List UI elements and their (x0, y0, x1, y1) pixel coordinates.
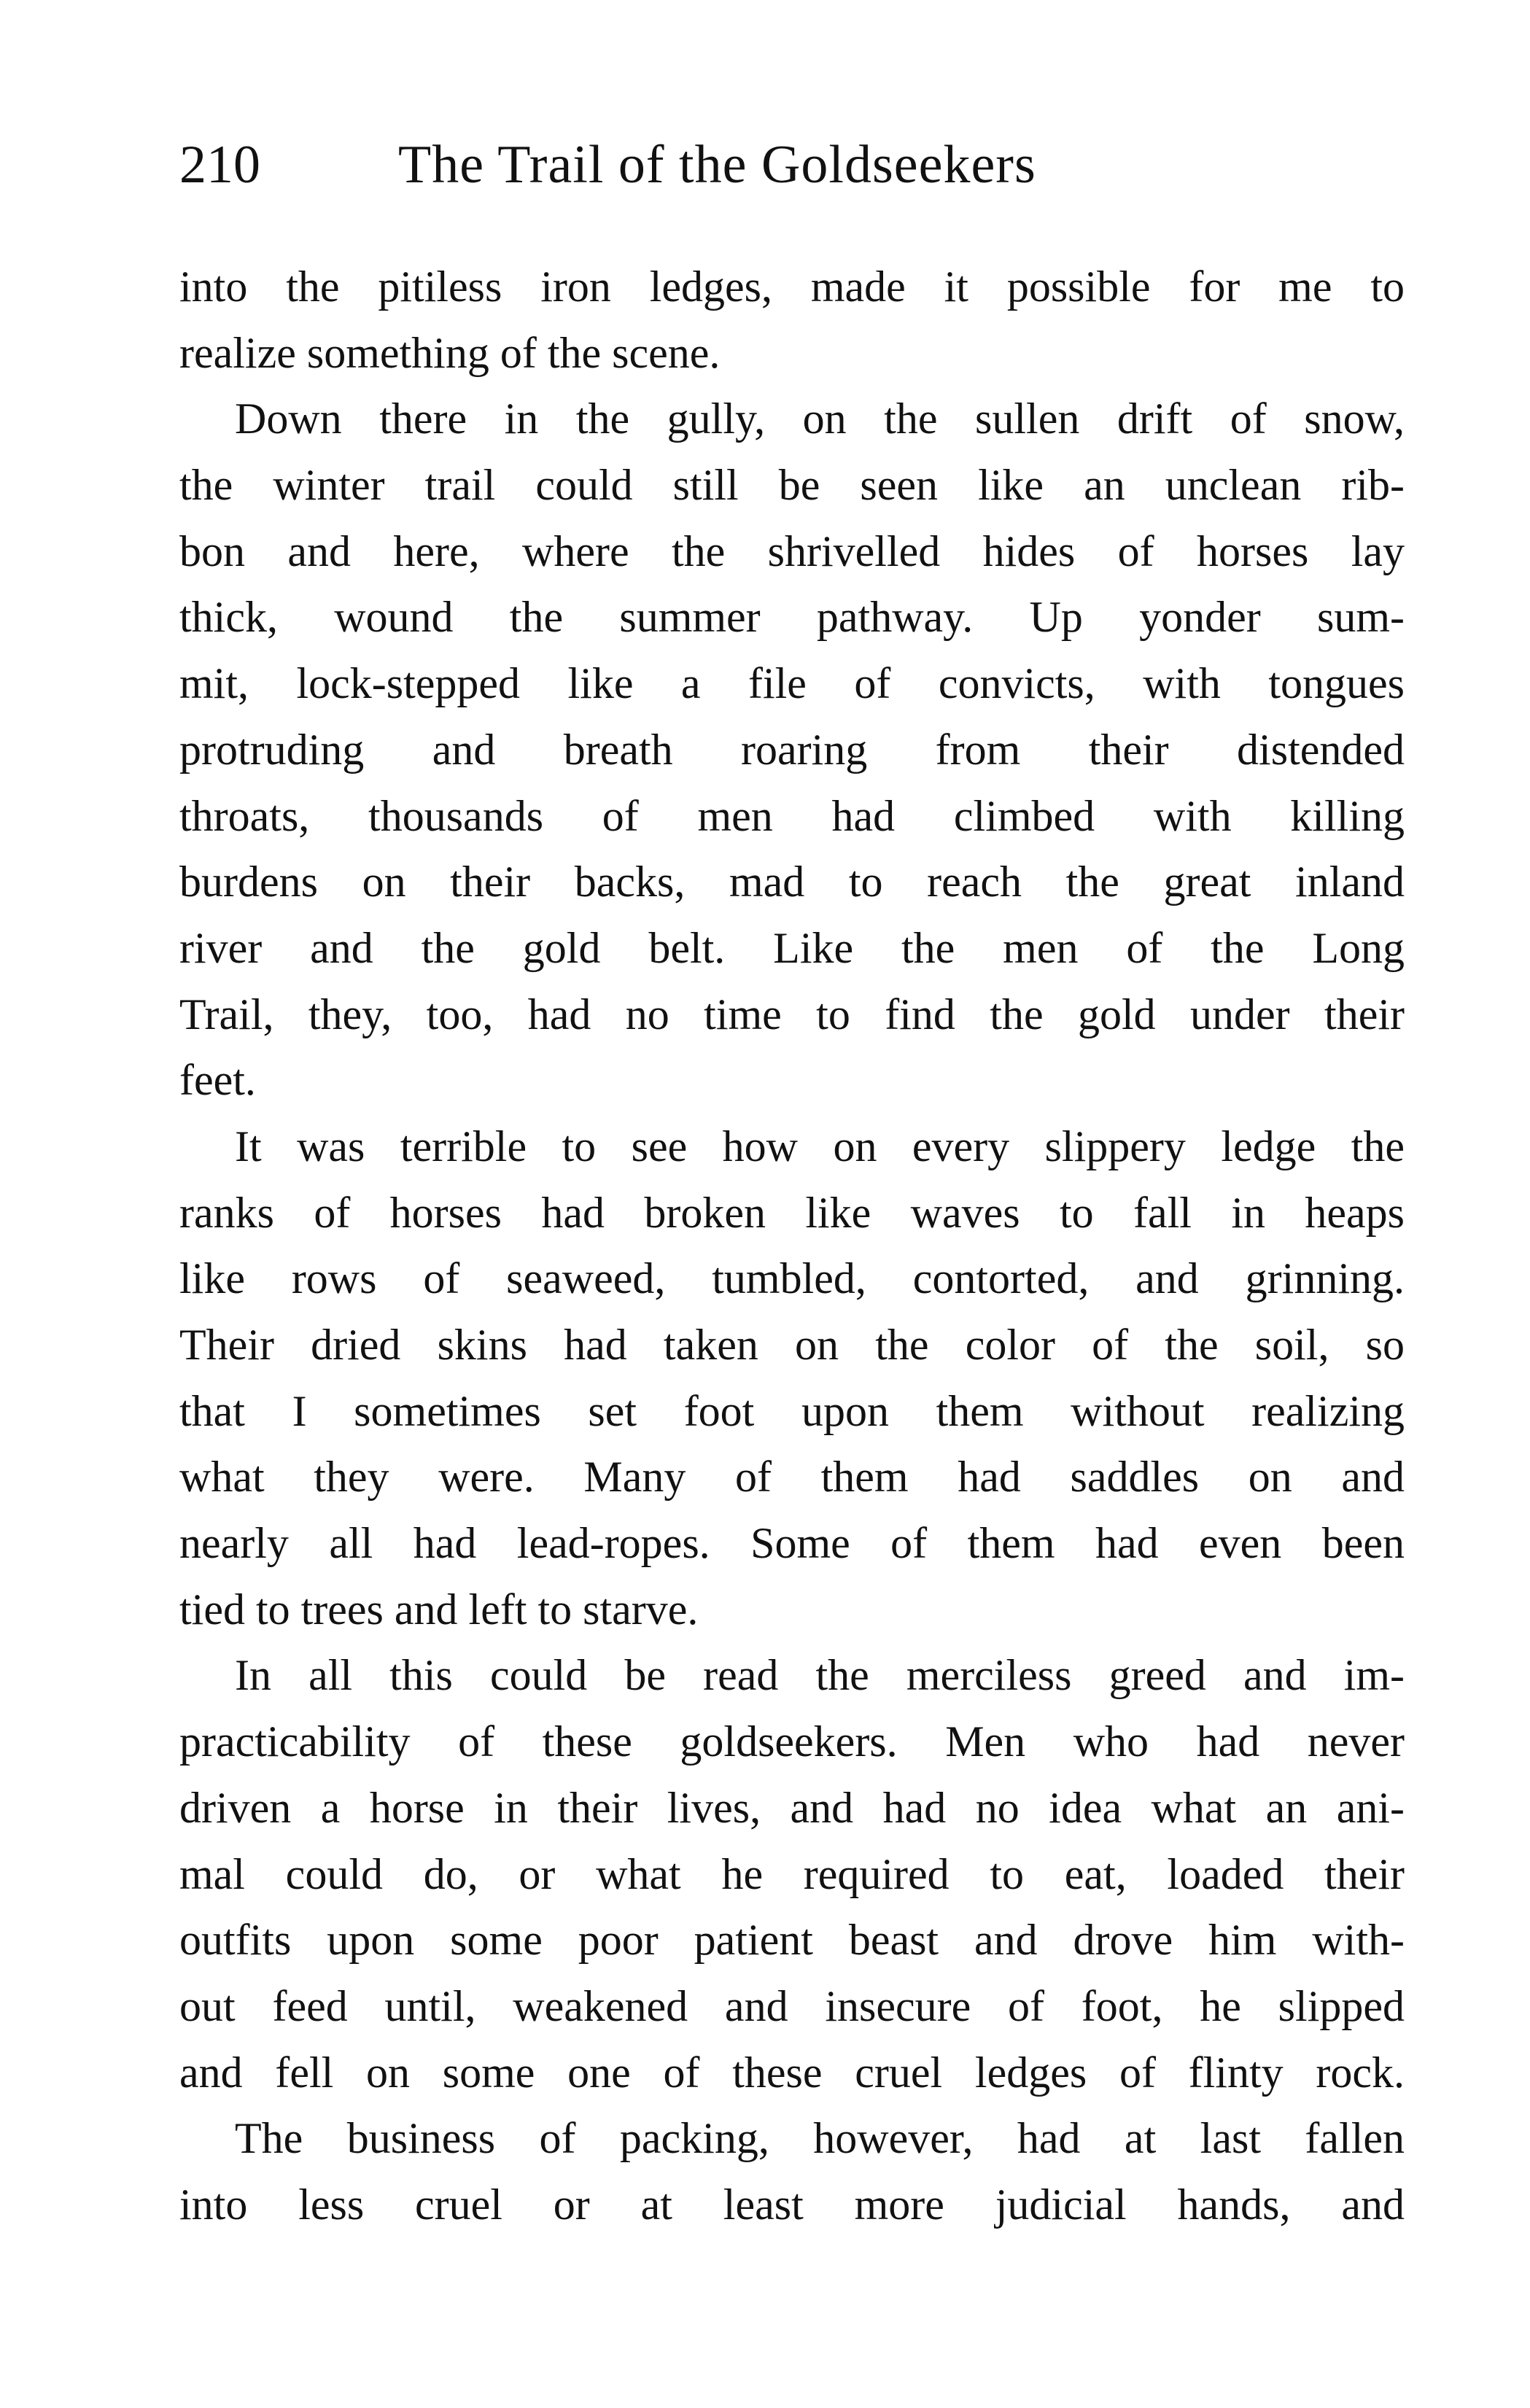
text-line: practicability of these goldseekers. Men who had never (179, 1717, 1405, 1766)
text-line: Down there in the gully, on the sullen drift of snow, (235, 395, 1405, 443)
page-number: 210 (179, 135, 260, 195)
text-line: protruding and breath roaring from their distended (179, 725, 1405, 774)
text-line: thick, wound the summer pathway. Up yonder sum- (179, 593, 1405, 642)
text-line: Their dried skins had taken on the color of the soil, so (179, 1321, 1405, 1369)
text-line: driven a horse in their lives, and had no idea what an ani- (179, 1783, 1405, 1832)
text-line: mit, lock-stepped like a file of convicts, with tongues (179, 659, 1405, 708)
text-line: out feed until, weakened and insecure of foot, he slipped (179, 1981, 1405, 2030)
text-line: into the pitiless iron ledges, made it possible for me to (179, 263, 1405, 311)
running-title: The Trail of the Goldseekers (398, 135, 1036, 195)
text-line: into less cruel or at least more judicial hands, and (179, 2180, 1405, 2229)
text-line: the winter trail could still be seen like an unclean rib- (179, 461, 1405, 510)
text-line: that I sometimes set foot upon them without realizing (179, 1386, 1405, 1435)
running-head (179, 128, 1405, 201)
body-text (179, 254, 1405, 2238)
text-line: In all this could be read the merciless greed and im- (235, 1651, 1405, 1700)
text-line: feet. (179, 1056, 256, 1105)
text-line: outfits upon some poor patient beast and drove him with- (179, 1916, 1405, 1965)
text-line: mal could do, or what he required to eat, loaded their (179, 1849, 1405, 1898)
text-line: The business of packing, however, had at last fallen (235, 2114, 1405, 2163)
text-line: tied to trees and left to starve. (179, 1585, 699, 1634)
text-line: like rows of seaweed, tumbled, contorted, and grinning. (179, 1254, 1405, 1303)
text-line: river and the gold belt. Like the men of the Long (179, 923, 1405, 972)
text-line: It was terrible to see how on every slippery ledge the (235, 1122, 1405, 1170)
text-line: realize something of the scene. (179, 328, 721, 377)
text-line: throats, thousands of men had climbed with killing (179, 791, 1405, 840)
text-line: ranks of horses had broken like waves to fall in heaps (179, 1188, 1405, 1237)
text-line: what they were. Many of them had saddles on and (179, 1453, 1405, 1502)
text-line: Trail, they, too, had no time to find the gold under their (179, 990, 1405, 1038)
text-line: burdens on their backs, mad to reach the great inland (179, 858, 1405, 906)
text-line: nearly all had lead-ropes. Some of them had even been (179, 1519, 1405, 1568)
text-line: bon and here, where the shrivelled hides of horses lay (179, 527, 1405, 575)
text-line: and fell on some one of these cruel ledges of flinty rock. (179, 2048, 1405, 2097)
